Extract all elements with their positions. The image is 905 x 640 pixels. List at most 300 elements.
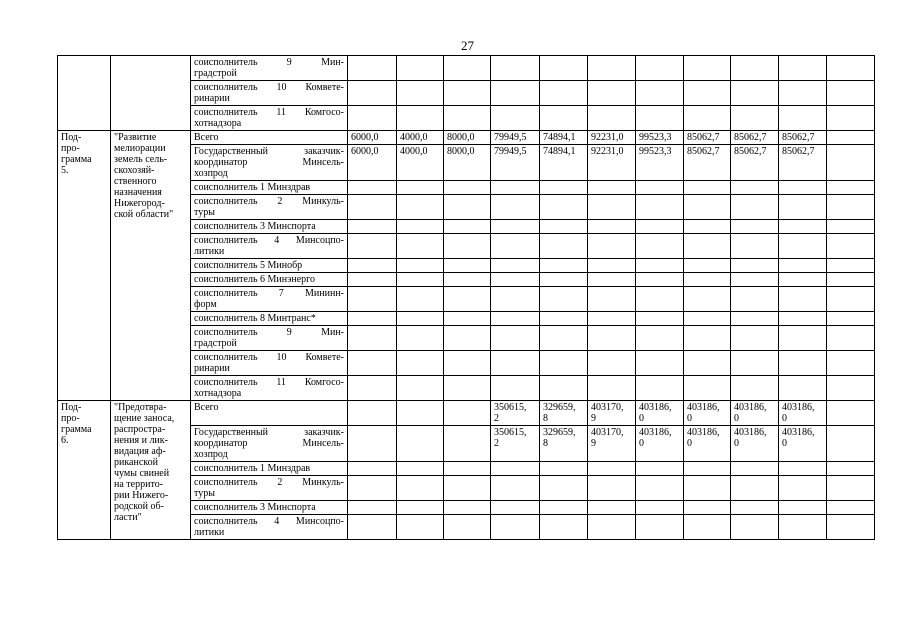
- executor-cell: [191, 81, 348, 106]
- value-cell: [444, 515, 491, 540]
- value-cell: [636, 287, 684, 312]
- value-cell: [348, 234, 397, 259]
- subprogram-name: [111, 131, 191, 401]
- executor-cell: [191, 287, 348, 312]
- value-cell: [348, 501, 397, 515]
- value-cell: [444, 273, 491, 287]
- value-cell: [348, 376, 397, 401]
- value-cell: [827, 515, 875, 540]
- executor-cell: [191, 131, 348, 145]
- value-cell: [588, 195, 636, 220]
- executor-cell-line: градстрой: [194, 68, 237, 79]
- value-cell: [731, 234, 779, 259]
- value-cell: 99523,3: [636, 145, 684, 181]
- value-cell: [491, 234, 540, 259]
- value-cell: [491, 181, 540, 195]
- value-cell: 92231,0: [588, 145, 636, 181]
- subprogram-name-line: чумы свиней: [114, 468, 170, 479]
- value-cell: [397, 476, 444, 501]
- executor-cell: [191, 145, 348, 181]
- subprogram-name-line: скохозяй-: [114, 165, 155, 176]
- value-cell: [397, 376, 444, 401]
- value-cell: [540, 501, 588, 515]
- value-cell: [827, 426, 875, 462]
- executor-cell: [191, 259, 348, 273]
- value-cell: [827, 376, 875, 401]
- value-cell: [636, 501, 684, 515]
- value-cell: [684, 476, 731, 501]
- value-cell: [491, 273, 540, 287]
- value-cell: [731, 81, 779, 106]
- value-cell: [827, 195, 875, 220]
- executor-cell-line: соисполнитель 4 Минсоцпо-: [194, 235, 344, 246]
- value-cell: [397, 195, 444, 220]
- value-cell: [731, 273, 779, 287]
- value-cell: [827, 351, 875, 376]
- executor-cell-line: координатор Минсель-: [194, 157, 344, 168]
- value-cell: [636, 181, 684, 195]
- value-cell: [397, 181, 444, 195]
- value-cell: [444, 351, 491, 376]
- value-cell: [491, 351, 540, 376]
- value-cell: [540, 462, 588, 476]
- value-cell: [684, 326, 731, 351]
- value-cell: [588, 106, 636, 131]
- value-cell: 403186, 0: [684, 401, 731, 426]
- value-cell: [779, 81, 827, 106]
- executor-cell: [191, 501, 348, 515]
- value-cell: [636, 220, 684, 234]
- subprogram-label-line: грамма: [61, 154, 92, 165]
- value-cell: 350615, 2: [491, 426, 540, 462]
- value-cell: [397, 462, 444, 476]
- value-cell: [684, 81, 731, 106]
- value-cell: [731, 259, 779, 273]
- value-cell: [827, 312, 875, 326]
- value-cell: [540, 326, 588, 351]
- executor-cell-line: хотнадзора: [194, 118, 242, 129]
- value-cell: [636, 56, 684, 81]
- value-cell: [588, 81, 636, 106]
- subprogram-label: [58, 401, 111, 540]
- value-cell: 74894,1: [540, 145, 588, 181]
- executor-cell: [191, 106, 348, 131]
- value-cell: [779, 181, 827, 195]
- executor-cell: [191, 195, 348, 220]
- value-cell: [348, 401, 397, 426]
- value-cell: [444, 401, 491, 426]
- value-cell: [397, 312, 444, 326]
- value-cell: [588, 312, 636, 326]
- value-cell: [491, 515, 540, 540]
- value-cell: [827, 501, 875, 515]
- executor-cell: [191, 515, 348, 540]
- value-cell: [684, 312, 731, 326]
- value-cell: 6000,0: [348, 131, 397, 145]
- value-cell: 85062,7: [731, 131, 779, 145]
- value-cell: [444, 287, 491, 312]
- value-cell: [444, 501, 491, 515]
- value-cell: [636, 106, 684, 131]
- value-cell: [779, 476, 827, 501]
- subprogram-name-line: видация аф-: [114, 446, 166, 457]
- value-cell: 4000,0: [397, 131, 444, 145]
- value-cell: [731, 287, 779, 312]
- value-cell: [444, 234, 491, 259]
- value-cell: 403186, 0: [779, 426, 827, 462]
- value-cell: [731, 181, 779, 195]
- value-cell: 8000,0: [444, 131, 491, 145]
- executor-cell-line: Государственный заказчик-: [194, 146, 344, 157]
- value-cell: [588, 181, 636, 195]
- value-cell: [684, 462, 731, 476]
- value-cell: [636, 259, 684, 273]
- value-cell: [540, 273, 588, 287]
- value-cell: [491, 326, 540, 351]
- value-cell: [491, 476, 540, 501]
- subprogram-name-line: ственного: [114, 176, 157, 187]
- value-cell: [348, 462, 397, 476]
- value-cell: [491, 312, 540, 326]
- value-cell: [491, 501, 540, 515]
- value-cell: [444, 181, 491, 195]
- subprogram-label-line: про-: [61, 143, 80, 154]
- value-cell: [348, 312, 397, 326]
- value-cell: [779, 515, 827, 540]
- value-cell: [348, 259, 397, 273]
- executor-cell: [191, 462, 348, 476]
- value-cell: [348, 426, 397, 462]
- subprogram-name-line: распростра-: [114, 424, 166, 435]
- value-cell: [731, 326, 779, 351]
- value-cell: [779, 376, 827, 401]
- value-cell: [397, 426, 444, 462]
- executor-cell: [191, 273, 348, 287]
- value-cell: [540, 56, 588, 81]
- value-cell: [540, 287, 588, 312]
- value-cell: 403186, 0: [779, 401, 827, 426]
- subprogram-name-line: мелиорации: [114, 143, 166, 154]
- value-cell: [588, 462, 636, 476]
- value-cell: 403170, 9: [588, 401, 636, 426]
- value-cell: [397, 220, 444, 234]
- value-cell: [731, 351, 779, 376]
- value-cell: [636, 376, 684, 401]
- value-cell: [397, 273, 444, 287]
- value-cell: [397, 351, 444, 376]
- executor-cell-line: соисполнитель 9 Мин-: [194, 327, 344, 338]
- value-cell: [444, 426, 491, 462]
- value-cell: [731, 220, 779, 234]
- executor-cell: [191, 234, 348, 259]
- value-cell: [827, 476, 875, 501]
- executor-cell-line: ринарии: [194, 93, 230, 104]
- value-cell: 350615, 2: [491, 401, 540, 426]
- value-cell: [588, 515, 636, 540]
- executor-cell-line: соисполнитель 6 Минэнерго: [194, 274, 316, 285]
- value-cell: [588, 351, 636, 376]
- value-cell: [636, 326, 684, 351]
- value-cell: [348, 476, 397, 501]
- value-cell: [827, 326, 875, 351]
- executor-cell-line: соисполнитель 10 Комвете-: [194, 352, 344, 363]
- value-cell: [779, 56, 827, 81]
- value-cell: [684, 501, 731, 515]
- table-row: [58, 131, 875, 145]
- value-cell: [827, 259, 875, 273]
- executor-cell: [191, 220, 348, 234]
- value-cell: [827, 81, 875, 106]
- value-cell: [444, 312, 491, 326]
- value-cell: [588, 56, 636, 81]
- value-cell: [684, 234, 731, 259]
- value-cell: [684, 56, 731, 81]
- subprogram-name-line: "Предотвра-: [114, 402, 167, 413]
- subprogram-name-line: щение заноса,: [114, 413, 175, 424]
- value-cell: [540, 312, 588, 326]
- value-cell: [827, 401, 875, 426]
- value-cell: [779, 195, 827, 220]
- value-cell: [588, 273, 636, 287]
- value-cell: [731, 312, 779, 326]
- subprogram-name-line: назначения: [114, 187, 162, 198]
- value-cell: [731, 56, 779, 81]
- value-cell: [348, 195, 397, 220]
- value-cell: [827, 220, 875, 234]
- executor-cell-line: литики: [194, 246, 225, 257]
- value-cell: [588, 501, 636, 515]
- value-cell: [588, 376, 636, 401]
- value-cell: 6000,0: [348, 145, 397, 181]
- value-cell: [636, 234, 684, 259]
- value-cell: [636, 351, 684, 376]
- table-row: [58, 401, 875, 426]
- value-cell: [540, 515, 588, 540]
- executor-cell-line: хозпрод: [194, 449, 228, 460]
- subprogram-name-line: нения и лик-: [114, 435, 168, 446]
- value-cell: [444, 376, 491, 401]
- executor-cell: [191, 326, 348, 351]
- executor-cell-line: соисполнитель 8 Минтранс*: [194, 313, 316, 324]
- value-cell: 79949,5: [491, 145, 540, 181]
- value-cell: [779, 220, 827, 234]
- executor-cell-line: хозпрод: [194, 168, 228, 179]
- value-cell: 92231,0: [588, 131, 636, 145]
- value-cell: [348, 106, 397, 131]
- value-cell: [684, 376, 731, 401]
- subprogram-name-line: на террито-: [114, 479, 164, 490]
- value-cell: 403186, 0: [731, 426, 779, 462]
- value-cell: [491, 287, 540, 312]
- value-cell: [684, 220, 731, 234]
- value-cell: [731, 376, 779, 401]
- value-cell: 403186, 0: [731, 401, 779, 426]
- value-cell: [491, 195, 540, 220]
- subprogram-name-line: ласти": [114, 512, 142, 523]
- value-cell: 4000,0: [397, 145, 444, 181]
- value-cell: [827, 145, 875, 181]
- value-cell: [397, 56, 444, 81]
- value-cell: [588, 259, 636, 273]
- value-cell: [540, 351, 588, 376]
- value-cell: 85062,7: [684, 131, 731, 145]
- value-cell: [827, 273, 875, 287]
- value-cell: [348, 181, 397, 195]
- value-cell: [397, 326, 444, 351]
- executor-cell: [191, 181, 348, 195]
- table-row: [58, 56, 875, 81]
- value-cell: 329659, 8: [540, 401, 588, 426]
- value-cell: [397, 515, 444, 540]
- value-cell: [348, 220, 397, 234]
- value-cell: [348, 515, 397, 540]
- value-cell: [588, 326, 636, 351]
- executor-cell-line: форм: [194, 299, 217, 310]
- executor-cell: [191, 351, 348, 376]
- executor-cell-line: соисполнитель 9 Мин-: [194, 57, 344, 68]
- value-cell: 85062,7: [779, 131, 827, 145]
- value-cell: 403186, 0: [684, 426, 731, 462]
- value-cell: [731, 195, 779, 220]
- value-cell: [444, 462, 491, 476]
- value-cell: [397, 401, 444, 426]
- executor-cell-line: координатор Минсель-: [194, 438, 344, 449]
- value-cell: [731, 462, 779, 476]
- value-cell: [540, 181, 588, 195]
- executor-cell-line: литики: [194, 527, 225, 538]
- value-cell: [779, 351, 827, 376]
- value-cell: [636, 462, 684, 476]
- executor-cell-line: соисполнитель 11 Комгосо-: [194, 107, 344, 118]
- subprogram-name-line: ской области": [114, 209, 174, 220]
- value-cell: [444, 259, 491, 273]
- value-cell: [491, 259, 540, 273]
- value-cell: [684, 287, 731, 312]
- value-cell: [779, 501, 827, 515]
- subprogram-name-line: земель сель-: [114, 154, 168, 165]
- value-cell: [779, 326, 827, 351]
- value-cell: [397, 106, 444, 131]
- executor-cell-line: Всего: [194, 402, 219, 413]
- executor-cell: [191, 312, 348, 326]
- value-cell: [779, 273, 827, 287]
- value-cell: [491, 56, 540, 81]
- executor-cell-line: соисполнитель 3 Минспорта: [194, 221, 316, 232]
- subprogram-name-line: "Развитие: [114, 132, 157, 143]
- value-cell: 99523,3: [636, 131, 684, 145]
- value-cell: [397, 81, 444, 106]
- value-cell: [779, 287, 827, 312]
- value-cell: [588, 220, 636, 234]
- value-cell: [779, 259, 827, 273]
- value-cell: [684, 259, 731, 273]
- executor-cell-line: соисполнитель 11 Комгосо-: [194, 377, 344, 388]
- executor-cell: [191, 476, 348, 501]
- value-cell: 85062,7: [731, 145, 779, 181]
- value-cell: [636, 476, 684, 501]
- value-cell: [397, 234, 444, 259]
- value-cell: [397, 501, 444, 515]
- value-cell: [827, 131, 875, 145]
- executor-cell-line: Всего: [194, 132, 219, 143]
- value-cell: 403186, 0: [636, 426, 684, 462]
- executor-cell-line: ринарии: [194, 363, 230, 374]
- value-cell: [491, 462, 540, 476]
- value-cell: [636, 273, 684, 287]
- executor-cell-line: соисполнитель 1 Минздрав: [194, 463, 311, 474]
- executor-cell-line: Государственный заказчик-: [194, 427, 344, 438]
- value-cell: [779, 312, 827, 326]
- subprogram-name-line: риканской: [114, 457, 158, 468]
- value-cell: [684, 515, 731, 540]
- value-cell: [491, 106, 540, 131]
- value-cell: [684, 181, 731, 195]
- program-name-cell: [111, 56, 191, 131]
- value-cell: [827, 106, 875, 131]
- executor-cell-line: соисполнитель 5 Минобр: [194, 260, 303, 271]
- value-cell: [779, 462, 827, 476]
- executor-cell-line: хотнадзора: [194, 388, 242, 399]
- value-cell: [348, 81, 397, 106]
- subprogram-name-line: рии Нижего-: [114, 490, 169, 501]
- executor-cell-line: градстрой: [194, 338, 237, 349]
- value-cell: [444, 195, 491, 220]
- value-cell: [684, 351, 731, 376]
- value-cell: [491, 81, 540, 106]
- page-number: 27: [461, 38, 474, 53]
- value-cell: [827, 462, 875, 476]
- value-cell: [444, 56, 491, 81]
- value-cell: [491, 220, 540, 234]
- value-cell: [827, 181, 875, 195]
- value-cell: [731, 106, 779, 131]
- executor-cell-line: туры: [194, 207, 215, 218]
- value-cell: [348, 351, 397, 376]
- executor-cell: [191, 401, 348, 426]
- value-cell: [540, 220, 588, 234]
- value-cell: 329659, 8: [540, 426, 588, 462]
- value-cell: [540, 259, 588, 273]
- value-cell: [348, 326, 397, 351]
- subprogram-name: [111, 401, 191, 540]
- executor-cell-line: соисполнитель 4 Минсоцпо-: [194, 516, 344, 527]
- value-cell: [827, 287, 875, 312]
- value-cell: [397, 287, 444, 312]
- value-cell: [444, 220, 491, 234]
- value-cell: [731, 515, 779, 540]
- value-cell: [444, 81, 491, 106]
- value-cell: 85062,7: [684, 145, 731, 181]
- program-funding-table: [57, 55, 875, 540]
- value-cell: [779, 234, 827, 259]
- value-cell: [779, 106, 827, 131]
- value-cell: [444, 326, 491, 351]
- value-cell: 8000,0: [444, 145, 491, 181]
- value-cell: [540, 195, 588, 220]
- subprogram-name-line: Нижегород-: [114, 198, 165, 209]
- executor-cell-line: соисполнитель 3 Минспорта: [194, 502, 316, 513]
- executor-cell-line: туры: [194, 488, 215, 499]
- value-cell: [588, 234, 636, 259]
- subprogram-label: [58, 131, 111, 401]
- value-cell: [588, 476, 636, 501]
- value-cell: [540, 81, 588, 106]
- value-cell: 403170, 9: [588, 426, 636, 462]
- value-cell: [348, 287, 397, 312]
- executor-cell: [191, 376, 348, 401]
- value-cell: [588, 287, 636, 312]
- value-cell: 403186, 0: [636, 401, 684, 426]
